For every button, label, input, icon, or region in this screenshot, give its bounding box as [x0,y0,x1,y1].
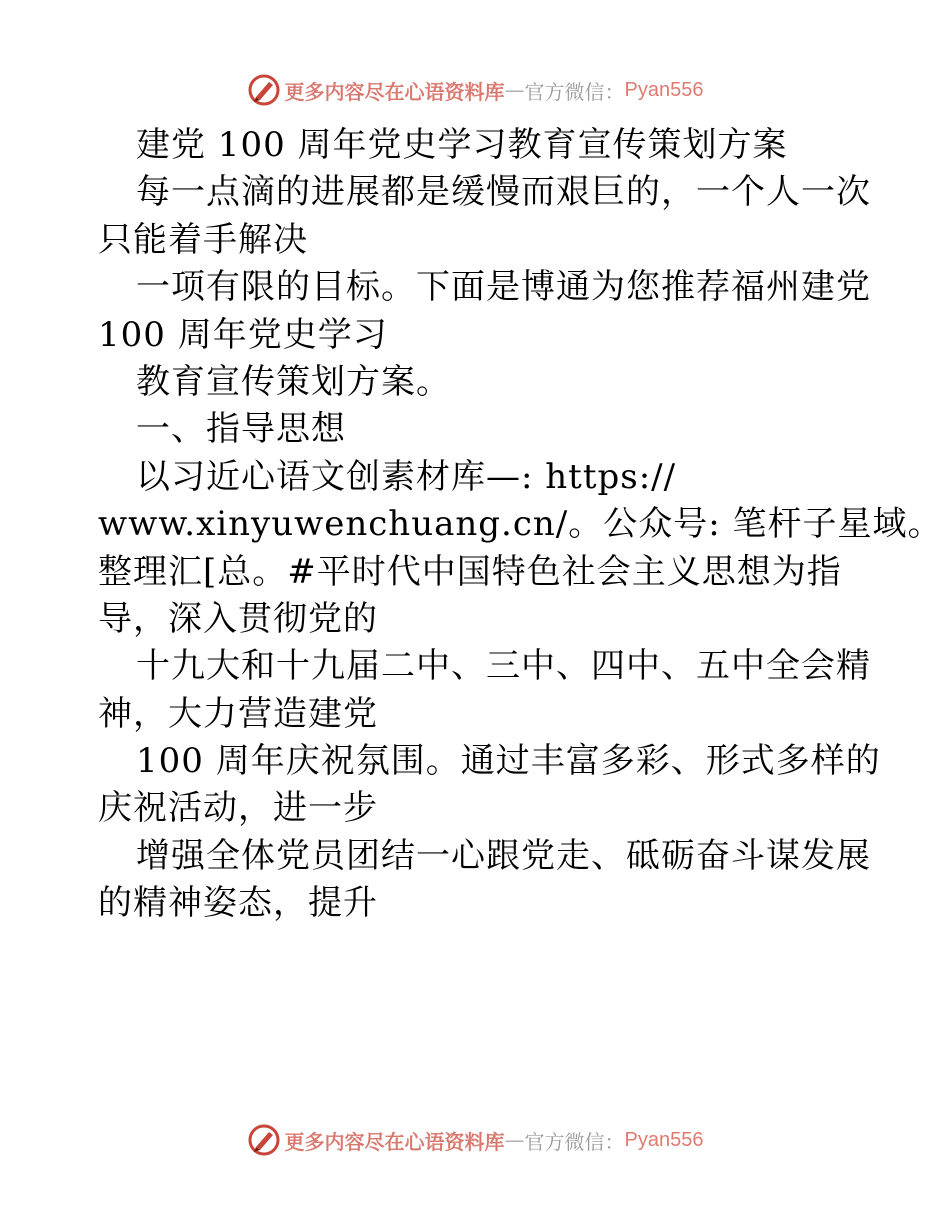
footer-banner [0,1120,950,1160]
header-wechat-id: Pyan556 [624,78,704,101]
body-line: 的精神姿态，提升 [98,883,378,924]
brand-logo-icon [247,1123,281,1157]
body-line: 100 周年庆祝氛围。通过丰富多彩、形式多样的 [136,741,881,782]
body-line: 整理汇[总。#平时代中国特色社会主义思想为指 [98,551,842,592]
body-line: 十九大和十九届二中、三中、四中、五中全会精 [136,646,871,687]
header-brand-text: 更多内容尽在心语资料库 [284,79,505,104]
header-wechat-label: 官方微信： [524,79,625,104]
body-line: 100 周年党史学习 [98,314,388,355]
body-line: 神，大力营造建党 [98,693,378,734]
footer-brand-text: 更多内容尽在心语资料库 [284,1129,505,1154]
body-line: www.xinyuwenchuang.cn/。公众号: 笔杆子星域。 [98,504,943,545]
body-line: 增强全体党员团结一心跟党走、砥砺奋斗谋发展 [136,835,871,876]
body-line: 每一点滴的进展都是缓慢而艰巨的，一个人一次 [136,172,871,213]
brand-logo-icon [247,73,281,107]
body-line: 一项有限的目标。下面是博通为您推荐福州建党 [136,267,871,308]
body-line: 只能着手解决 [98,219,308,260]
body-line: 以习近心语文创素材库—: https:// [136,456,677,497]
body-line: 教育宣传策划方案。 [136,361,451,402]
footer-separator: — [504,1128,525,1152]
body-line: 导，深入贯彻党的 [98,598,378,639]
section-heading: 一、指导思想 [136,409,346,450]
header-banner [0,70,950,110]
body-line: 庆祝活动，进一步 [98,788,378,829]
footer-wechat-label: 官方微信： [524,1129,625,1154]
footer-wechat-id: Pyan556 [624,1128,704,1151]
document-title: 建党 100 周年党史学习教育宣传策划方案 [136,125,788,165]
document-body [98,122,943,928]
header-separator: — [504,78,525,102]
